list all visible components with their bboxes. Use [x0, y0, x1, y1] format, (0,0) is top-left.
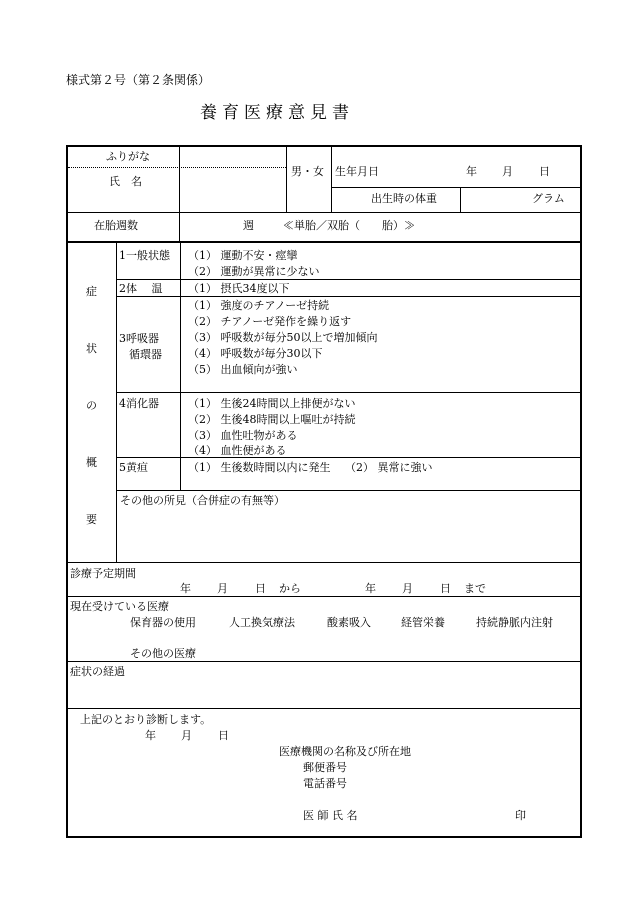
diagnosis-month-unit: 月	[181, 729, 192, 742]
treatment-option-oxygen[interactable]: 酸素吸入	[327, 616, 371, 629]
current-treatment-label: 現在受けている医療	[70, 600, 169, 613]
period-to: まで	[464, 582, 486, 595]
period-from: から	[279, 582, 301, 595]
symptoms-heading-char: の	[86, 399, 97, 412]
sex-options[interactable]: 男・女	[291, 165, 324, 178]
seal-mark: 印	[515, 809, 526, 822]
circulatory-label: 循環器	[129, 348, 162, 361]
respiratory-item[interactable]: （1） 強度のチアノーゼ持続	[188, 299, 330, 312]
period-from-year: 年	[180, 582, 191, 595]
progress-label: 症状の経過	[70, 665, 125, 678]
period-from-day: 日	[255, 582, 266, 595]
gestation-label: 在胎週数	[94, 219, 138, 232]
symptoms-heading-char: 状	[86, 342, 97, 355]
furigana-label: ふりがな	[106, 150, 150, 163]
respiratory-item[interactable]: （2） チアノーゼ発作を繰り返す	[188, 315, 352, 328]
treatment-option-tube-feeding[interactable]: 経管栄養	[401, 616, 445, 629]
temperature-label: 2体 温	[119, 282, 163, 295]
general-state-label: 1一般状態	[119, 249, 170, 262]
birth-year-unit: 年	[466, 165, 477, 178]
symptoms-heading-char: 症	[86, 285, 97, 298]
general-state-item[interactable]: （1） 運動不安・痙攣	[188, 249, 298, 262]
diagnosis-year-unit: 年	[145, 729, 156, 742]
institution-label: 医療機関の名称及び所在地	[279, 745, 411, 758]
name-field[interactable]	[182, 170, 284, 210]
postal-label: 郵便番号	[303, 761, 347, 774]
treatment-option-ventilation[interactable]: 人工換気療法	[229, 616, 295, 629]
other-treatment-label: その他の医療	[130, 647, 196, 660]
birth-date-label: 生年月日	[335, 165, 379, 178]
respiratory-item[interactable]: （4） 呼吸数が毎分30以下	[188, 347, 323, 360]
jaundice-label: 5黄疸	[119, 461, 148, 474]
diagnosis-statement: 上記のとおり診断します。	[80, 713, 212, 726]
doctor-name-label: 医 師 氏 名	[303, 809, 358, 822]
period-to-month: 月	[402, 582, 413, 595]
birth-day-unit: 日	[539, 165, 550, 178]
period-to-year: 年	[365, 582, 376, 595]
furigana-field[interactable]	[182, 148, 284, 166]
treatment-period-label: 診療予定期間	[70, 567, 136, 580]
birth-month-unit: 月	[502, 165, 513, 178]
birth-weight-label: 出生時の体重	[371, 192, 437, 205]
symptoms-heading-char: 要	[86, 513, 97, 526]
digestive-label: 4消化器	[119, 397, 159, 410]
digestive-item[interactable]: （4） 血性便がある	[188, 444, 287, 457]
name-label: 氏 名	[109, 175, 142, 188]
other-findings-label: その他の所見（合併症の有無等）	[120, 494, 285, 507]
gram-unit: グラム	[532, 192, 565, 205]
respiratory-item[interactable]: （5） 出血傾向が強い	[188, 363, 298, 376]
respiratory-item[interactable]: （3） 呼吸数が毎分50以上で増加傾向	[188, 331, 378, 344]
period-from-month: 月	[217, 582, 228, 595]
form-number: 様式第２号（第２条関係）	[66, 73, 211, 87]
treatment-option-incubator[interactable]: 保育器の使用	[130, 616, 196, 629]
digestive-item[interactable]: （3） 血性吐物がある	[188, 429, 298, 442]
treatment-option-iv[interactable]: 持続静脈内注射	[476, 616, 553, 629]
diagnosis-day-unit: 日	[218, 729, 229, 742]
page-title: 養育医療意見書	[200, 103, 354, 123]
symptoms-heading-char: 概	[86, 456, 97, 469]
digestive-item[interactable]: （1） 生後24時間以上排便がない	[188, 397, 356, 410]
gestation-type: ≪単胎／双胎（ 胎）≫	[283, 219, 415, 232]
general-state-item[interactable]: （2） 運動が異常に少ない	[188, 265, 320, 278]
gestation-week-unit: 週	[243, 219, 254, 232]
temperature-item[interactable]: （1） 摂氏34度以下	[188, 282, 290, 295]
jaundice-item[interactable]: （1） 生後数時間以内に発生 （2） 異常に強い	[188, 461, 433, 474]
phone-label: 電話番号	[303, 777, 347, 790]
digestive-item[interactable]: （2） 生後48時間以上嘔吐が持続	[188, 413, 356, 426]
respiratory-label: 3呼吸器	[119, 332, 159, 345]
period-to-day: 日	[440, 582, 451, 595]
